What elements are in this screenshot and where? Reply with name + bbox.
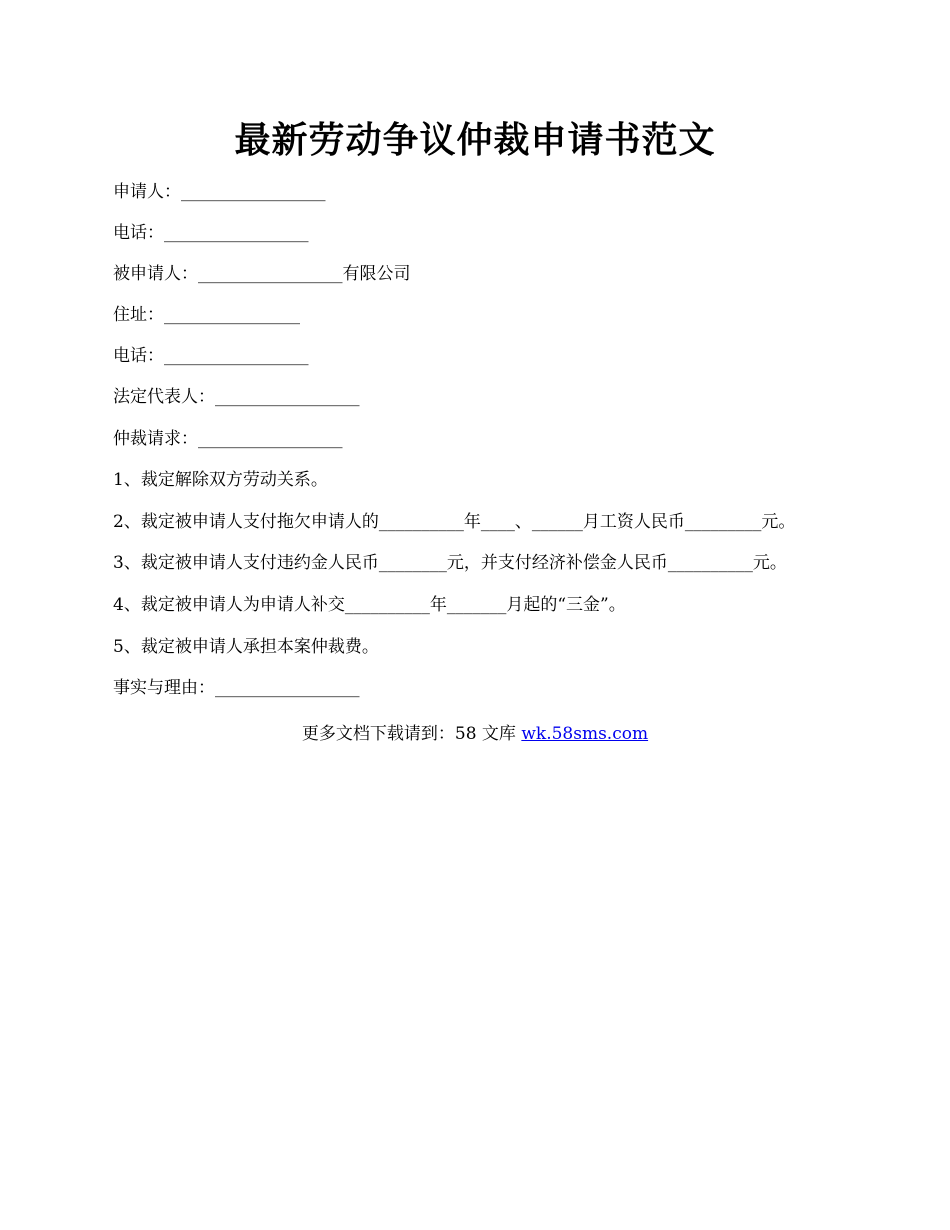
claim-item-3: 3、裁定被申请人支付违约金人民币________元，并支付经济补偿金人民币__________元。 — [113, 553, 787, 573]
footer-text: 更多文档下载请到：58 文库 — [301, 724, 522, 744]
claim-item-4: 4、裁定被申请人为申请人补交__________年_______月起的“三金”。 — [113, 595, 626, 615]
footer-link[interactable]: wk.58sms.com — [521, 724, 649, 744]
address-line: 住址：________________ — [113, 305, 300, 325]
arbitration-claims-line: 仲裁请求：_________________ — [113, 429, 343, 449]
legal-representative-line: 法定代表人：_________________ — [113, 387, 360, 407]
document-title: 最新劳动争议仲裁申请书范文 — [234, 119, 716, 161]
claim-item-2: 2、裁定被申请人支付拖欠申请人的__________年____、______月工资人民币_________元。 — [113, 512, 796, 532]
respondent-phone-line: 电话：_________________ — [113, 346, 309, 366]
facts-and-reasons-line: 事实与理由：_________________ — [113, 678, 360, 698]
claim-item-5: 5、裁定被申请人承担本案仲裁费。 — [113, 637, 379, 657]
applicant-line: 申请人：_________________ — [113, 182, 326, 202]
claim-item-1: 1、裁定解除双方劳动关系。 — [113, 470, 328, 490]
footer — [0, 719, 950, 744]
respondent-line: 被申请人：_________________有限公司 — [113, 264, 411, 284]
applicant-phone-line: 电话：_________________ — [113, 223, 309, 243]
